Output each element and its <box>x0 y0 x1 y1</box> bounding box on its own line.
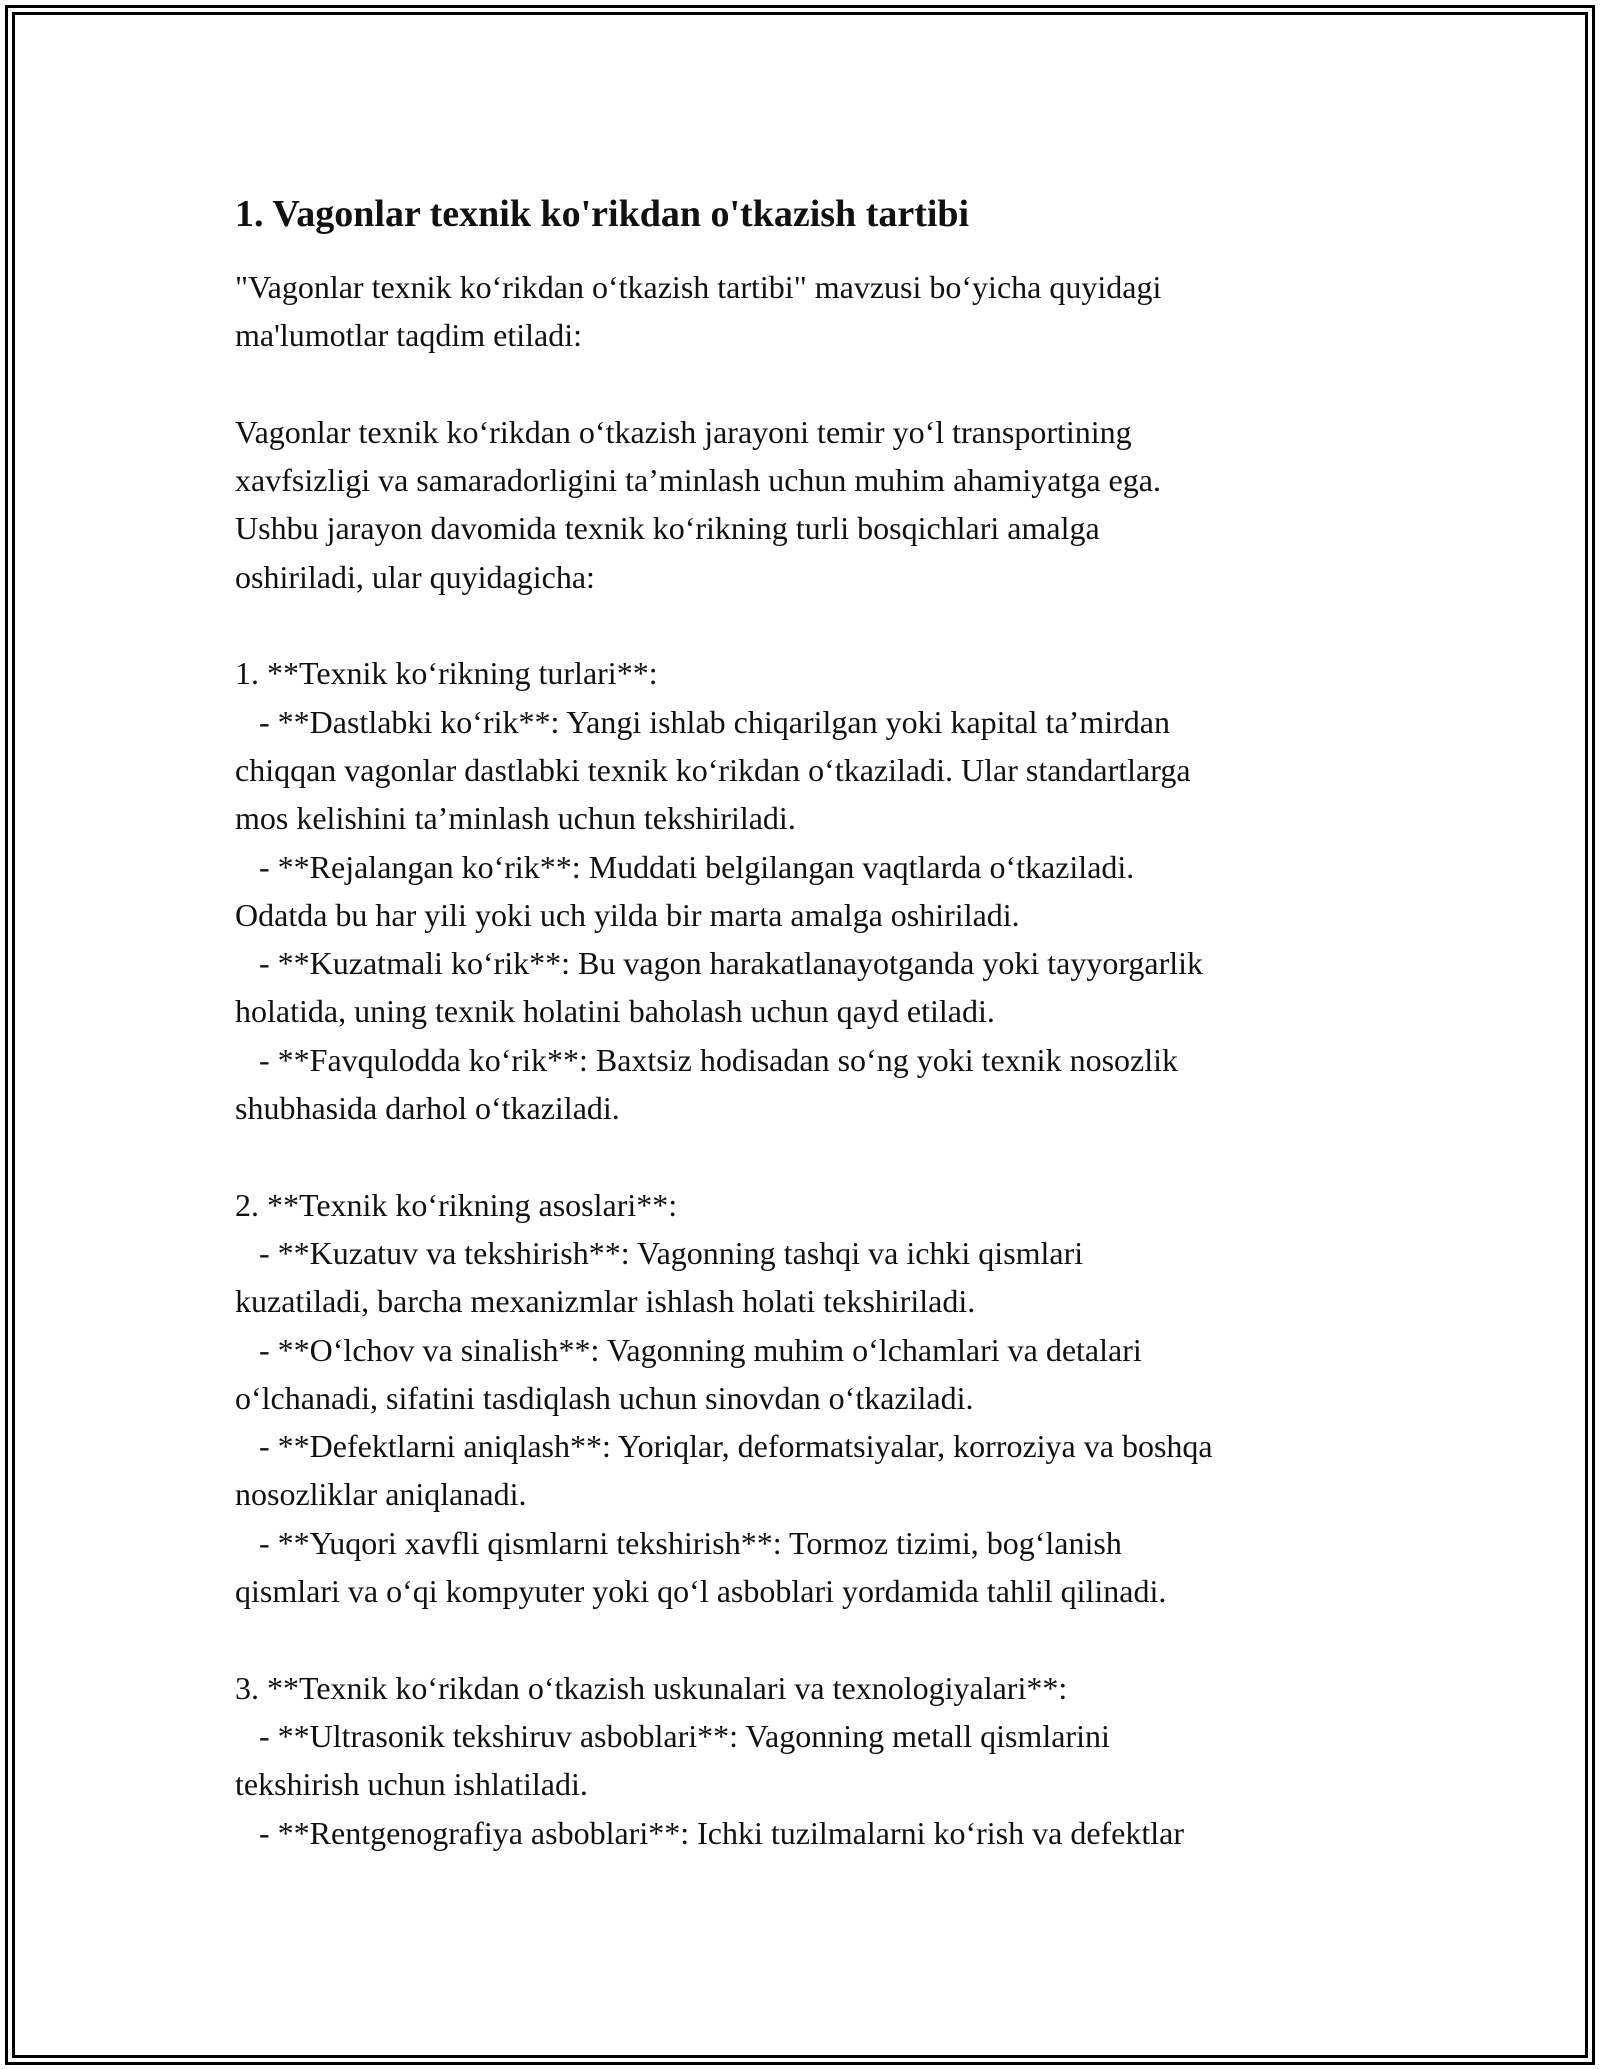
blank-line <box>235 1132 1375 1180</box>
text-line: - **Favqulodda ko‘rik**: Baxtsiz hodisadan so‘ng yoki texnik nosozlik <box>235 1041 1178 1078</box>
text-line: tekshirish uchun ishlatiladi. <box>235 1766 588 1803</box>
text-line: - **O‘lchov va sinalish**: Vagonning muhim o‘lchamlari va detalari <box>235 1331 1142 1368</box>
blank-line <box>235 601 1375 649</box>
text-line: chiqqan vagonlar dastlabki texnik ko‘rikdan o‘tkaziladi. Ular standartlarga <box>235 751 1191 788</box>
text-line: ma'lumotlar taqdim etiladi: <box>235 317 583 354</box>
blank-line <box>235 360 1375 408</box>
text-line: qismlari va o‘qi kompyuter yoki qo‘l asboblari yordamida tahlil qilinadi. <box>235 1573 1167 1610</box>
text-line: Ushbu jarayon davomida texnik ko‘rikning turli bosqichlari amalga <box>235 510 1100 547</box>
document-body <box>235 186 1375 1857</box>
text-line: - **Rejalangan ko‘rik**: Muddati belgilangan vaqtlarda o‘tkaziladi. <box>235 848 1135 885</box>
document-text <box>235 263 1375 1857</box>
text-line: shubhasida darhol o‘tkaziladi. <box>235 1090 620 1127</box>
text-line: kuzatiladi, barcha mexanizmlar ishlash holati tekshiriladi. <box>235 1283 976 1320</box>
text-line: nosozliklar aniqlanadi. <box>235 1476 527 1513</box>
text-line: 1. **Texnik ko‘rikning turlari**: <box>235 655 658 692</box>
text-line: holatida, uning texnik holatini baholash uchun qayd etiladi. <box>235 993 995 1030</box>
text-line: 2. **Texnik ko‘rikning asoslari**: <box>235 1186 678 1223</box>
text-line: - **Rentgenografiya asboblari**: Ichki tuzilmalarni ko‘rish va defektlar <box>235 1814 1185 1851</box>
text-line: - **Dastlabki ko‘rik**: Yangi ishlab chiqarilgan yoki kapital ta’mirdan <box>235 703 1170 740</box>
text-line: - **Ultrasonik tekshiruv asboblari**: Vagonning metall qismlarini <box>235 1717 1110 1754</box>
blank-line <box>235 1615 1375 1663</box>
text-line: - **Yuqori xavfli qismlarni tekshirish**: Tormoz tizimi, bog‘lanish <box>235 1524 1122 1561</box>
document-title: 1. Vagonlar texnik ko'rikdan o'tkazish tartibi <box>235 193 970 235</box>
text-line: o‘lchanadi, sifatini tasdiqlash uchun sinovdan o‘tkaziladi. <box>235 1379 974 1416</box>
text-line: "Vagonlar texnik ko‘rikdan o‘tkazish tartibi" mavzusi bo‘yicha quyidagi <box>235 269 1162 305</box>
text-line: xavfsizligi va samaradorligini ta’minlash uchun muhim ahamiyatga ega. <box>235 462 1161 499</box>
text-line: Vagonlar texnik ko‘rikdan o‘tkazish jarayoni temir yo‘l transportining <box>235 413 1132 450</box>
text-line: 3. **Texnik ko‘rikdan o‘tkazish uskunalari va texnologiyalari**: <box>235 1669 1068 1706</box>
text-line: - **Kuzatuv va tekshirish**: Vagonning tashqi va ichki qismlari <box>235 1234 1084 1271</box>
text-line: - **Defektlarni aniqlash**: Yoriqlar, deformatsiyalar, korroziya va boshqa <box>235 1428 1213 1465</box>
text-line: - **Kuzatmali ko‘rik**: Bu vagon harakatlanayotganda yoki tayyorgarlik <box>235 945 1204 982</box>
text-line: oshiriladi, ular quyidagicha: <box>235 558 595 595</box>
text-line: Odatda bu har yili yoki uch yilda bir marta amalga oshiriladi. <box>235 896 1020 933</box>
text-line: mos kelishini ta’minlash uchun tekshiriladi. <box>235 800 796 837</box>
